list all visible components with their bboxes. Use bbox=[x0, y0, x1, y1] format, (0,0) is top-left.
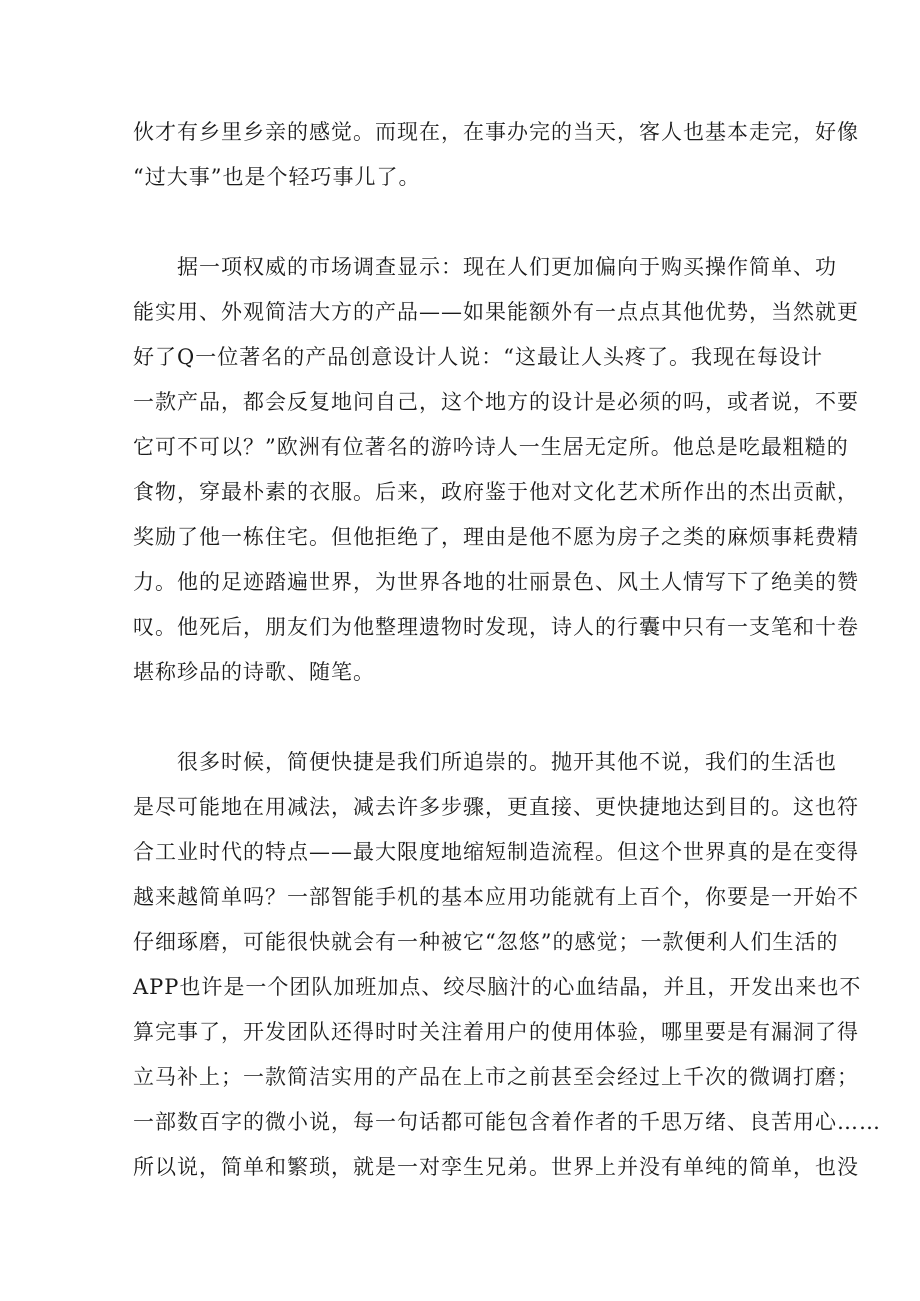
text-line: 仔细琢磨，可能很快就会有一种被它“忽悠”的感觉；一款便利人们生活的 bbox=[133, 930, 839, 954]
text-line: 所以说，简单和繁琐，就是一对孪生兄弟。世界上并没有单纯的简单，也没 bbox=[133, 1155, 859, 1179]
text-line: 一款产品，都会反复地问自己，这个地方的设计是必须的吗，或者说，不要 bbox=[133, 390, 859, 414]
text-line: 能实用、外观简洁大方的产品——如果能额外有一点点其他优势，当然就更 bbox=[133, 300, 859, 324]
text-line: 很多时候，简便快捷是我们所追崇的。抛开其他不说，我们的生活也 bbox=[177, 750, 837, 774]
text-line: 算完事了，开发团队还得时时关注着用户的使用体验，哪里要是有漏洞了得 bbox=[133, 1020, 859, 1044]
text-line: 立马补上；一款简洁实用的产品在上市之前甚至会经过上千次的微调打磨； bbox=[133, 1065, 859, 1089]
text-line: 据一项权威的市场调查显示：现在人们更加偏向于购买操作简单、功 bbox=[177, 255, 837, 279]
paragraph-spacer bbox=[133, 695, 793, 740]
text-line: “过大事”也是个轻巧事儿了。 bbox=[133, 165, 421, 189]
text-line: 食物，穿最朴素的衣服。后来，政府鉴于他对文化艺术所作出的杰出贡献， bbox=[133, 480, 859, 504]
text-line: 是尽可能地在用减法，减去许多步骤，更直接、更快捷地达到目的。这也符 bbox=[133, 795, 859, 819]
body-text bbox=[133, 110, 881, 1190]
text-line: 叹。他死后，朋友们为他整理遗物时发现，诗人的行囊中只有一支笔和十卷 bbox=[133, 615, 859, 639]
text-line: 力。他的足迹踏遍世界，为世界各地的壮丽景色、风土人情写下了绝美的赞 bbox=[133, 570, 859, 594]
text-line: 它可不可以？”欧洲有位著名的游吟诗人一生居无定所。他总是吃最粗糙的 bbox=[133, 435, 849, 459]
text-line: 一部数百字的微小说，每一句话都可能包含着作者的千思万绪、良苦用心…… bbox=[133, 1110, 881, 1134]
text-line: 奖励了他一栋住宅。但他拒绝了，理由是他不愿为房子之类的麻烦事耗费精 bbox=[133, 525, 859, 549]
text-line: 合工业时代的特点——最大限度地缩短制造流程。但这个世界真的是在变得 bbox=[133, 840, 859, 864]
paragraph-2 bbox=[133, 245, 859, 695]
text-line: 伙才有乡里乡亲的感觉。而现在，在事办完的当天，客人也基本走完，好像 bbox=[133, 120, 859, 144]
text-line: 堪称珍品的诗歌、随笔。 bbox=[133, 660, 375, 684]
text-line: 越来越简单吗？一部智能手机的基本应用功能就有上百个，你要是一开始不 bbox=[133, 885, 859, 909]
paragraph-1 bbox=[133, 110, 859, 200]
paragraph-3 bbox=[133, 740, 881, 1190]
text-line: APP也许是一个团队加班加点、绞尽脑汁的心血结晶，并且，开发出来也不 bbox=[133, 975, 862, 999]
text-line: 好了Q一位著名的产品创意设计人说：“这最让人头疼了。我现在每设计 bbox=[133, 345, 823, 369]
paragraph-spacer bbox=[133, 200, 793, 245]
